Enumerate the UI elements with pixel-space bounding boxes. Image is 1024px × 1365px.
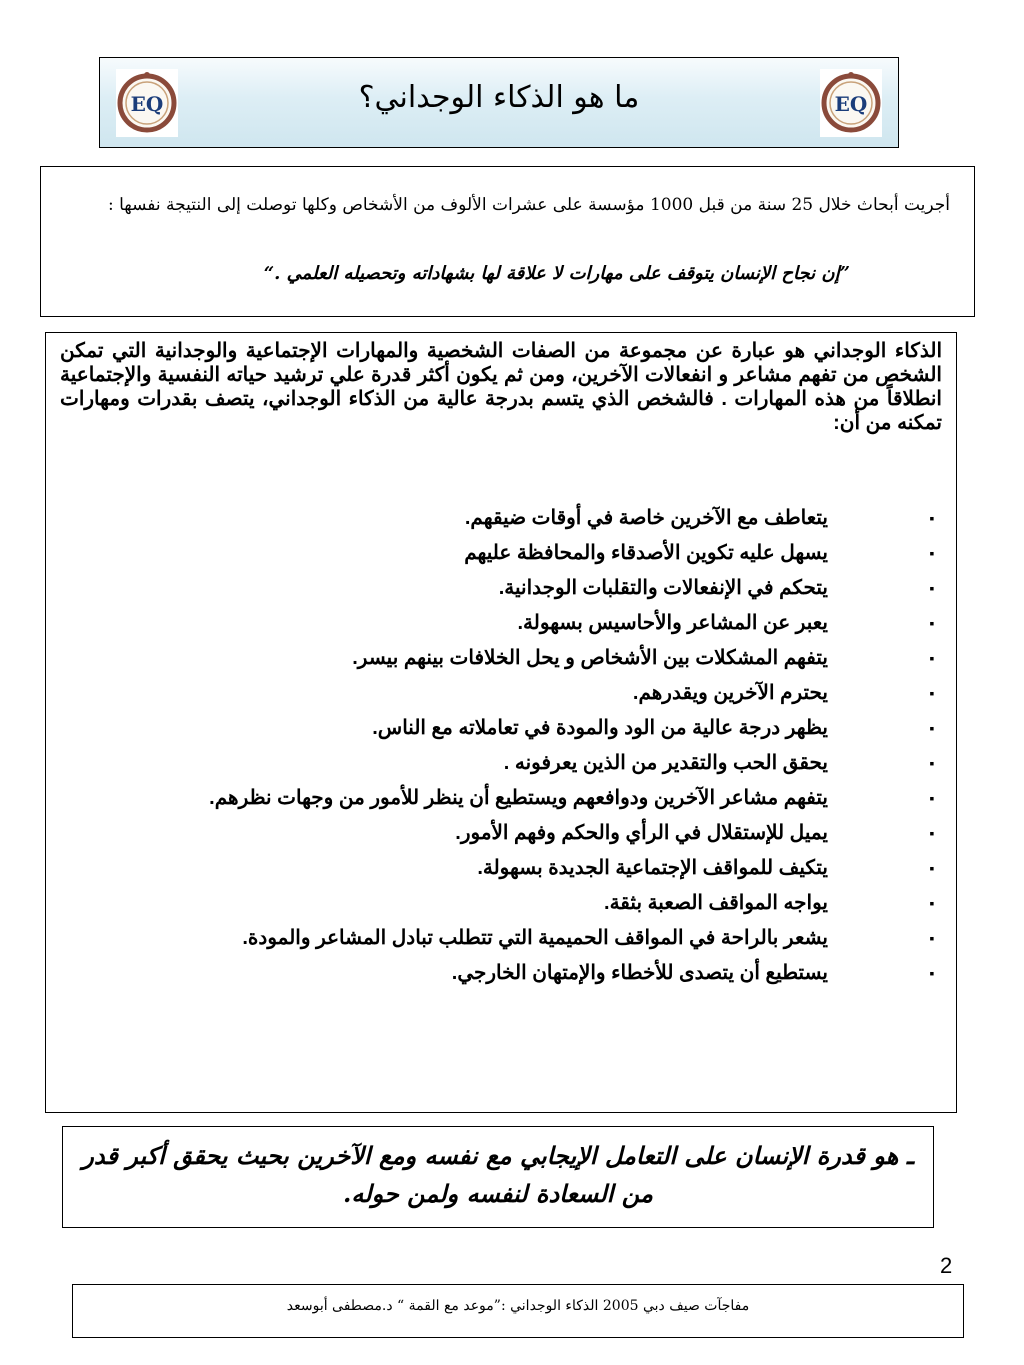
bullet-icon: ▪ [929,755,935,771]
bullet-icon: ▪ [929,545,935,561]
intro-paragraph: أجريت أبحاث خلال 25 سنة من قبل 1000 مؤسسة على عشرات الألوف من الأشخاص وكلها توصلت إلى النتيجة نفسها : [107,195,950,215]
intro-box [40,166,975,317]
list-item [106,536,942,571]
bullet-icon: ▪ [929,825,935,841]
bullet-icon: ▪ [929,965,935,981]
list-item-text: يحقق الحب والتقدير من الذين يعرفونه . [503,752,828,774]
list-item-text: يتفهم مشاعر الآخرين ودوافعهم ويستطيع أن ينظر للأمور من وجهات نظرهم. [209,787,828,809]
list-item [106,571,942,606]
intro-quote: ”إن نجاح الإنسان يتوقف على مهارات لا علاقة لها بشهاداته وتحصيله العلمي .“ [263,263,850,284]
list-item [106,711,942,746]
bullet-icon: ▪ [929,895,935,911]
bullet-icon: ▪ [929,720,935,736]
list-item-text: يعبر عن المشاعر والأحاسيس بسهولة. [517,612,828,634]
list-item-text: يسهل عليه تكوين الأصدقاء والمحافظة عليهم [464,542,828,564]
bullet-icon: ▪ [929,650,935,666]
list-item [106,676,942,711]
list-item [106,851,942,886]
page-number: 2 [940,1253,953,1278]
list-item-text: يتحكم في الإنفعالات والتقلبات الوجدانية. [498,577,828,599]
highlight-box [62,1126,934,1228]
header-banner [99,57,899,148]
list-item [106,816,942,851]
list-item [106,781,942,816]
eq-logo-icon [820,69,882,137]
list-item [106,641,942,676]
main-content-box [45,332,957,1113]
list-item-text: يشعر بالراحة في المواقف الحميمية التي تتطلب تبادل المشاعر والمودة. [242,927,828,949]
list-item-text: يتفهم المشكلات بين الأشخاص و يحل الخلافات بينهم بيسر. [352,647,828,669]
list-item-text: يظهر درجة عالية من الود والمودة في تعاملاته مع الناس. [372,717,828,739]
bullet-icon: ▪ [929,930,935,946]
list-item-text: يستطيع أن يتصدى للأخطاء والإمتهان الخارجي. [451,962,828,984]
list-item [106,886,942,921]
list-item [106,921,942,956]
definition-paragraph: الذكاء الوجداني هو عبارة عن مجموعة من الصفات الشخصية والمهارات الإجتماعية والوجدانية التي تمكن الشخص من تفهم مشاعر و انفعالات الآخرين، ومن ثم يكون أكثر قدرة علي ترشيد حياته النفسية والإجتماعية انطلاقاً من هذه المهارات . فالشخص الذي يتسم بدرجة عالية من الذكاء الوجداني، يتصف بقدرات ومهارات تمكنه من أن: [60,340,942,434]
list-item [106,956,942,991]
eq-logo-text: EQ [834,92,868,116]
abilities-list [106,501,942,991]
list-item-text: يتعاطف مع الآخرين خاصة في أوقات ضيقهم. [464,507,828,529]
list-item-text: يميل للإستقلال في الرأي والحكم وفهم الأمور. [455,822,828,844]
footer-text: مفاجآت صيف دبي 2005 الذكاء الوجداني :”موعد مع القمة “ د.مصطفى أبوسعد [286,1298,750,1314]
bullet-icon: ▪ [929,510,935,526]
bullet-icon: ▪ [929,615,935,631]
eq-logo-text: EQ [130,92,164,116]
list-item-text: يواجه المواقف الصعبة بثقة. [604,892,828,914]
bullet-icon: ▪ [929,790,935,806]
list-item [106,606,942,641]
list-item [106,746,942,781]
list-item-text: يحترم الآخرين ويقدرهم. [632,682,828,704]
bullet-icon: ▪ [929,580,935,596]
page-title: ما هو الذكاء الوجداني؟ [358,80,640,115]
bullet-icon: ▪ [929,860,935,876]
footer-box [72,1284,964,1338]
highlight-text: ـ هو قدرة الإنسان على التعامل الإيجابي مع نفسه ومع الآخرين بحيث يحقق أكبر قدر من السعادة لنفسه ولمن حوله. [82,1141,914,1208]
list-item-text: يتكيف للمواقف الإجتماعية الجديدة بسهولة. [477,857,828,879]
bullet-icon: ▪ [929,685,935,701]
list-item [106,501,942,536]
